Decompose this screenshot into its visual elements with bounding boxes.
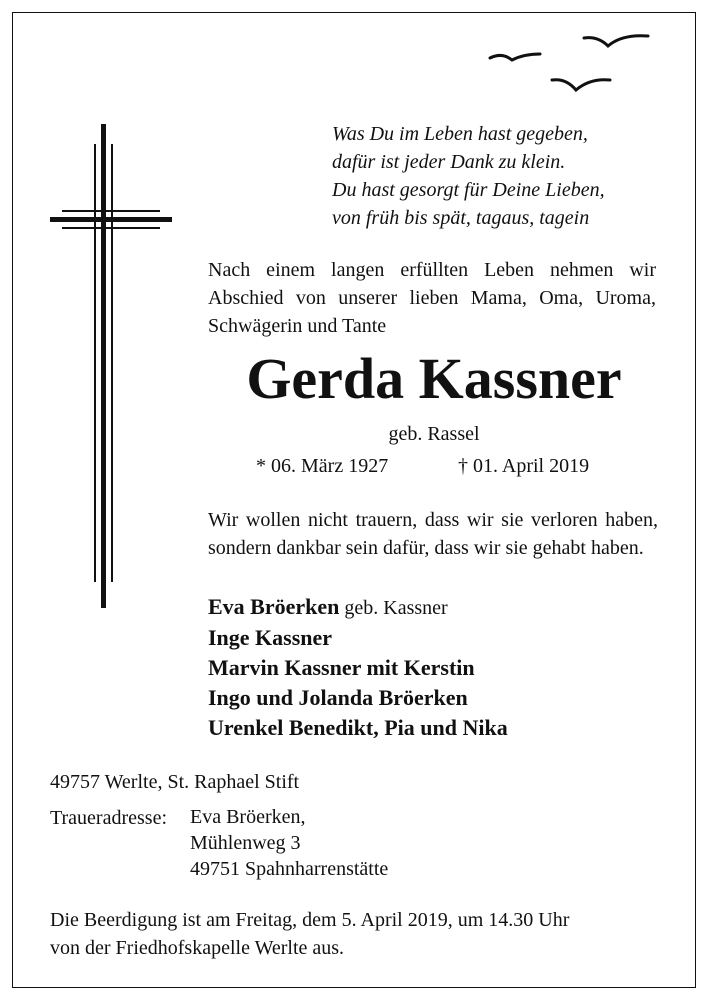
mourning-address (190, 804, 388, 882)
address-line: Mühlenweg 3 (190, 832, 301, 854)
mourner-entry (208, 623, 668, 653)
mourner-entry (208, 683, 668, 713)
mourning-address-label: Traueradresse: (50, 807, 168, 829)
location: 49757 Werlte, St. Raphael Stift (50, 771, 300, 793)
mourner-entry (208, 592, 668, 623)
funeral-info (50, 906, 670, 962)
birth-name: geb. Rassel (388, 423, 480, 445)
death-date: † 01. April 2019 (458, 455, 590, 477)
mourner-name: Eva Bröerken (208, 594, 340, 619)
mourners-list (208, 592, 668, 743)
cross-icon (46, 124, 176, 610)
address-line: 49751 Spahnharrenstätte (190, 858, 389, 880)
funeral-line: von der Friedhofskapelle Werlte aus. (50, 937, 345, 959)
quote-text: Wir wollen nicht trauern, dass wir sie verloren haben, sondern dankbar sein dafür, dass wir sie gehabt haben. (208, 509, 658, 559)
poem-line: dafür ist jeder Dank zu klein. (332, 151, 566, 173)
poem-line: Du hast gesorgt für Deine Lieben, (332, 179, 605, 201)
birth-date: * 06. März 1927 (256, 455, 389, 477)
birds-icon (486, 30, 656, 100)
intro-text: Nach einem langen erfüllten Leben nehmen wir Abschied von unserer lieben Mama, Oma, Uroma, Schwägerin und Tante (208, 259, 656, 337)
poem-line: Was Du im Leben hast gegeben, (332, 123, 588, 145)
mourner-name: Marvin Kassner mit Kerstin (208, 655, 475, 680)
deceased-name: Gerda Kassner (246, 346, 622, 411)
mourner-name: Inge Kassner (208, 625, 333, 650)
mourner-entry (208, 713, 668, 743)
mourner-name: Ingo und Jolanda Bröerken (208, 685, 468, 710)
mourner-birth-name: geb. Kassner (339, 597, 448, 619)
mourner-entry (208, 653, 668, 683)
poem-line: von früh bis spät, tagaus, tagein (332, 207, 590, 229)
address-line: Eva Bröerken, (190, 806, 306, 828)
poem (332, 120, 662, 232)
funeral-line: Die Beerdigung ist am Freitag, dem 5. April 2019, um 14.30 Uhr (50, 909, 570, 931)
mourner-name: Urenkel Benedikt, Pia und Nika (208, 715, 508, 740)
